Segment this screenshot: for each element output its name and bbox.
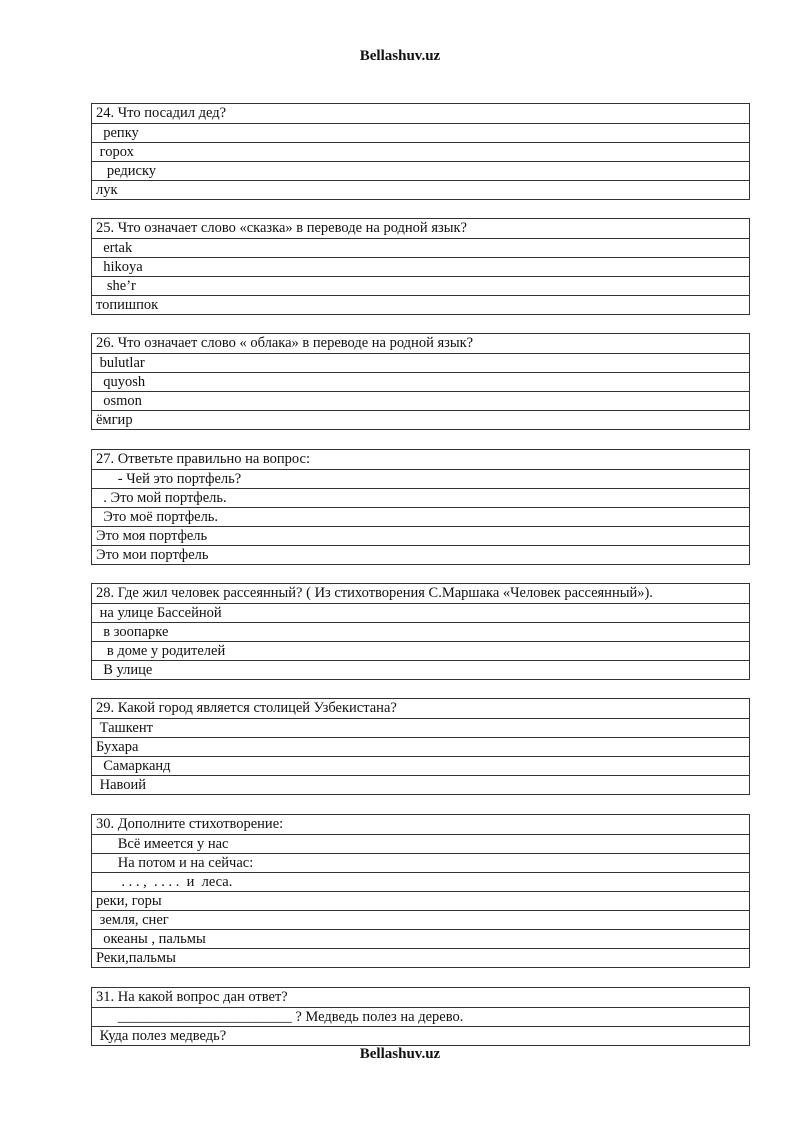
question-text: 27. Ответьте правильно на вопрос:	[96, 451, 310, 467]
answer-option[interactable]: Ташкент	[92, 718, 749, 737]
question-prompt: ________________________ ? Медведь полез на дерево.	[92, 1007, 749, 1026]
answer-option[interactable]: лук	[92, 180, 749, 199]
question-prompt: На потом и на сейчас:	[92, 853, 749, 872]
question-text: 26. Что означает слово « облака» в переводе на родной язык?	[96, 335, 474, 351]
question-text: 29. Какой город является столицей Узбекистана?	[96, 700, 397, 716]
question-27	[91, 449, 750, 565]
answer-option[interactable]: Куда полез медведь?	[92, 1026, 749, 1045]
answer-option[interactable]: ёмгир	[92, 410, 749, 429]
question-prompt: - Чей это портфель?	[92, 469, 749, 488]
answer-option[interactable]: . Это мой портфель.	[92, 488, 749, 507]
answer-option[interactable]: Это моё портфель.	[92, 507, 749, 526]
question-26	[91, 333, 750, 430]
answer-option[interactable]: в зоопарке	[92, 622, 749, 641]
answer-option[interactable]: репку	[92, 123, 749, 142]
answer-option[interactable]: В улице	[92, 660, 749, 679]
question-text: 31. На какой вопрос дан ответ?	[96, 989, 288, 1005]
question-prompt: Всё имеется у нас	[92, 834, 749, 853]
question-text: 25. Что означает слово «сказка» в переводе на родной язык?	[96, 220, 467, 236]
answer-option[interactable]: земля, снег	[92, 910, 749, 929]
answer-option[interactable]: океаны , пальмы	[92, 929, 749, 948]
question-24	[91, 103, 750, 200]
question-29	[91, 698, 750, 795]
answer-option[interactable]: hikoya	[92, 257, 749, 276]
question-28	[91, 583, 750, 680]
answer-option[interactable]: ertak	[92, 238, 749, 257]
site-header: Bellashuv.uz	[359, 48, 441, 64]
answer-option[interactable]: Это мои портфель	[92, 545, 749, 564]
answer-option[interactable]: Навоий	[92, 775, 749, 794]
question-text: 28. Где жил человек рассеянный? ( Из стихотворения С.Маршака «Человек рассеянный»).	[96, 585, 653, 601]
site-footer: Bellashuv.uz	[359, 1046, 441, 1062]
question-25	[91, 218, 750, 315]
answer-option[interactable]: osmon	[92, 391, 749, 410]
answer-option[interactable]: горох	[92, 142, 749, 161]
answer-option[interactable]: Это моя портфель	[92, 526, 749, 545]
answer-option[interactable]: редиску	[92, 161, 749, 180]
answer-option[interactable]: на улице Бассейной	[92, 603, 749, 622]
question-text: 24. Что посадил дед?	[96, 105, 227, 121]
question-text: 30. Дополните стихотворение:	[96, 816, 284, 832]
answer-option[interactable]: Самарканд	[92, 756, 749, 775]
answer-option[interactable]: в доме у родителей	[92, 641, 749, 660]
answer-option[interactable]: she’r	[92, 276, 749, 295]
question-31	[91, 987, 750, 1046]
answer-option[interactable]: топишпок	[92, 295, 749, 314]
answer-option[interactable]: реки, горы	[92, 891, 749, 910]
answer-option[interactable]: quyosh	[92, 372, 749, 391]
question-30	[91, 814, 750, 968]
answer-option[interactable]: Реки,пальмы	[92, 948, 749, 967]
answer-option[interactable]: Бухара	[92, 737, 749, 756]
question-prompt: . . . , . . . . и леса.	[92, 872, 749, 891]
answer-option[interactable]: bulutlar	[92, 353, 749, 372]
